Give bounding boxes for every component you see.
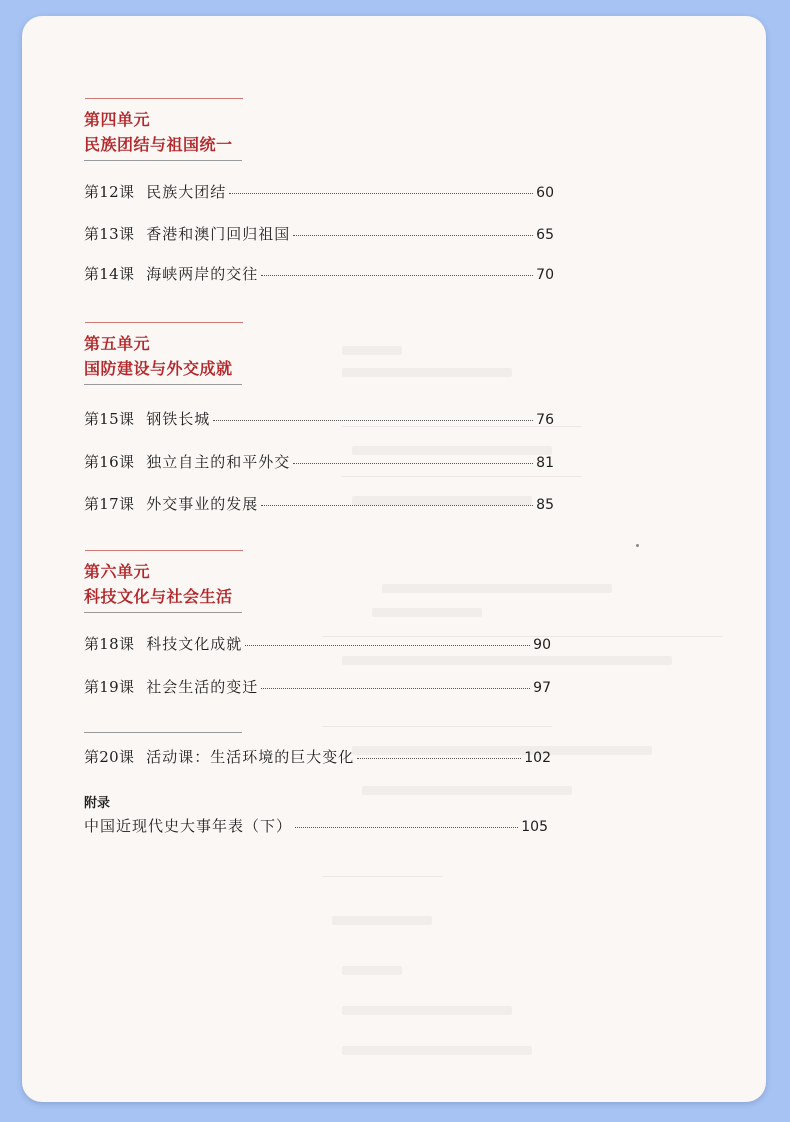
dot-leader <box>293 235 533 236</box>
toc-entry-appendix[interactable] <box>84 816 548 837</box>
dot-leader <box>261 275 533 276</box>
page-number: 102 <box>524 750 551 766</box>
toc-entry-lesson-19[interactable] <box>84 677 551 698</box>
toc-entry-lesson-18[interactable] <box>84 634 551 655</box>
unit-title: 民族团结与祖国统一 <box>84 135 233 154</box>
lesson-number: 第12课 <box>84 183 135 201</box>
lesson-number: 第14课 <box>84 265 135 283</box>
toc-entry-lesson-15[interactable] <box>84 409 554 430</box>
lesson-title: 民族大团结 <box>146 183 227 201</box>
lesson-number: 第18课 <box>84 635 135 653</box>
page-number: 90 <box>533 637 551 653</box>
unit-6-heading <box>84 550 554 613</box>
page-number: 60 <box>536 185 554 201</box>
unit-number: 第六单元 <box>84 562 151 581</box>
lesson-number: 第20课 <box>84 748 135 766</box>
toc-entry-lesson-16[interactable] <box>84 452 554 473</box>
toc-entry-lesson-13[interactable] <box>84 224 554 245</box>
appendix-title: 中国近现代史大事年表（下） <box>84 817 293 835</box>
lesson-title: 海峡两岸的交往 <box>146 265 259 283</box>
section-divider <box>84 732 242 733</box>
unit-bottom-rule <box>84 160 242 161</box>
dot-leader <box>261 505 533 506</box>
page-number: 85 <box>536 497 554 513</box>
page-number: 70 <box>536 267 554 283</box>
page-number: 81 <box>536 455 554 471</box>
unit-number: 第五单元 <box>84 334 151 353</box>
dot-leader <box>293 463 533 464</box>
lesson-number: 第17课 <box>84 495 135 513</box>
lesson-number: 第13课 <box>84 225 135 243</box>
toc-entry-lesson-20[interactable] <box>84 747 551 768</box>
lesson-title: 香港和澳门回归祖国 <box>146 225 291 243</box>
unit-bottom-rule <box>84 384 242 385</box>
page-number: 105 <box>521 819 548 835</box>
dot-leader <box>261 688 530 689</box>
lesson-number: 第19课 <box>84 678 135 696</box>
toc-entry-lesson-12[interactable] <box>84 182 554 203</box>
book-page <box>22 16 766 1102</box>
page-number: 65 <box>536 227 554 243</box>
unit-top-rule <box>85 550 243 551</box>
appendix-label: 附录 <box>84 796 111 811</box>
lesson-title: 活动课：生活环境的巨大变化 <box>146 748 355 766</box>
dot-leader <box>245 645 530 646</box>
dot-leader <box>213 420 533 421</box>
unit-title: 科技文化与社会生活 <box>84 587 233 606</box>
dot-leader <box>229 193 533 194</box>
lesson-title: 科技文化成就 <box>146 635 243 653</box>
page-number: 76 <box>536 412 554 428</box>
unit-title: 国防建设与外交成就 <box>84 359 233 378</box>
lesson-title: 钢铁长城 <box>146 410 211 428</box>
dot-leader <box>295 827 518 828</box>
unit-5-heading <box>84 322 554 385</box>
dot-leader <box>357 758 521 759</box>
lesson-title: 社会生活的变迁 <box>146 678 259 696</box>
paper-speck <box>636 544 639 547</box>
lesson-title: 独立自主的和平外交 <box>146 453 291 471</box>
toc-entry-lesson-14[interactable] <box>84 264 554 285</box>
page-number: 97 <box>533 680 551 696</box>
unit-top-rule <box>85 98 243 99</box>
lesson-number: 第16课 <box>84 453 135 471</box>
lesson-title: 外交事业的发展 <box>146 495 259 513</box>
unit-number: 第四单元 <box>84 110 151 129</box>
unit-bottom-rule <box>84 612 242 613</box>
lesson-number: 第15课 <box>84 410 135 428</box>
unit-top-rule <box>85 322 243 323</box>
unit-4-heading <box>84 98 554 161</box>
toc-entry-lesson-17[interactable] <box>84 494 554 515</box>
